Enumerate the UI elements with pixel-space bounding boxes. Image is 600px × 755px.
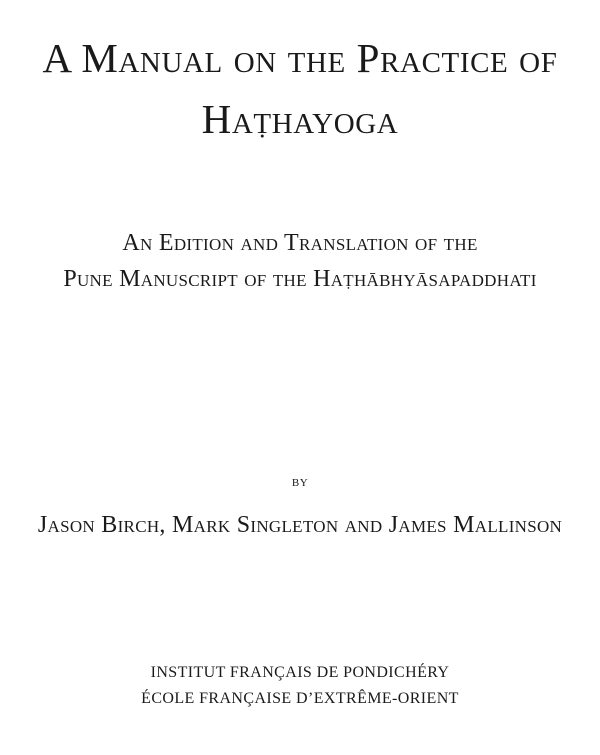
publisher-line-2: ÉCOLE FRANÇAISE D’EXTRÊME-ORIENT xyxy=(141,690,459,707)
book-title-line-2: Haṭhayoga xyxy=(201,96,399,142)
book-title-line-1: A Manual on the Practice of xyxy=(42,35,558,81)
book-subtitle-line-2: Pune Manuscript of the Haṭhābhyāsapaddhati xyxy=(63,266,537,292)
publisher-line-1: INSTITUT FRANÇAIS DE PONDICHÉRY xyxy=(150,664,450,681)
authors: Jason Birch, Mark Singleton and James Mallinson xyxy=(37,512,563,538)
by-label: by xyxy=(291,473,309,490)
book-subtitle-line-1: An Edition and Translation of the xyxy=(122,230,478,256)
